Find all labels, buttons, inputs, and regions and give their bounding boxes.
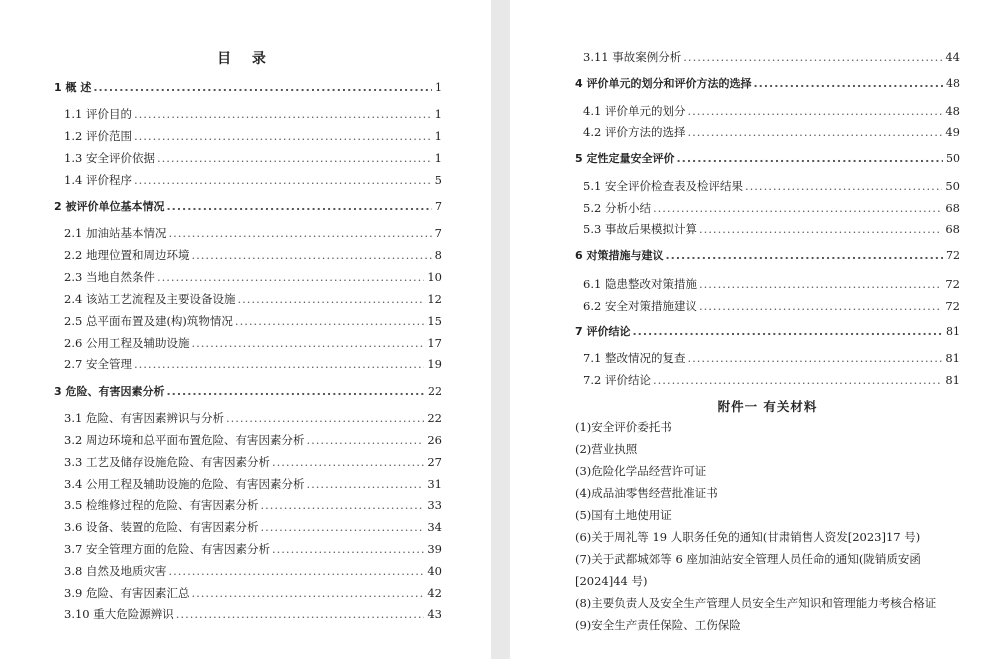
toc-entry[interactable]: 1.2 评价范围 ..... 1 bbox=[64, 128, 442, 144]
toc-entry[interactable]: 2 被评价单位基本情况 ..... 7 bbox=[54, 199, 442, 215]
toc-entry[interactable]: 3.3 工艺及储存设施危险、有害因素分析 ..... 27 bbox=[64, 454, 442, 470]
toc-entry[interactable]: 6.2 安全对策措施建议 ..... 72 bbox=[583, 298, 960, 314]
toc-title: 目 录 bbox=[217, 51, 274, 67]
toc-entry[interactable]: 5 定性定量安全评价 ..... 50 bbox=[575, 151, 960, 167]
toc-entry[interactable]: 7 评价结论 ..... 81 bbox=[575, 324, 960, 340]
appendix-item: (4)成品油零售经营批准证书 bbox=[575, 486, 718, 500]
appendix-item: (1)安全评价委托书 bbox=[575, 420, 672, 434]
toc-entry[interactable]: 1.3 安全评价依据 ..... 1 bbox=[64, 150, 442, 166]
appendix-item: (8)主要负责人及安全生产管理人员安全生产知识和管理能力考核合格证 bbox=[575, 596, 937, 610]
appendix-title: 附件一 有关材料 bbox=[717, 399, 818, 414]
toc-entry[interactable]: 1.1 评价目的 ..... 1 bbox=[64, 106, 442, 122]
toc-entry[interactable]: 7.1 整改情况的复查 ..... 81 bbox=[583, 350, 960, 366]
toc-entry[interactable]: 3.6 设备、装置的危险、有害因素分析 ..... 34 bbox=[64, 519, 442, 535]
toc-entry[interactable]: 3.11 事故案例分析 ..... 44 bbox=[583, 49, 960, 65]
toc-entry[interactable]: 1 概 述 ..... 1 bbox=[54, 80, 442, 96]
toc-entry[interactable]: 2.7 安全管理 ..... 19 bbox=[64, 356, 442, 372]
appendix-item: (7)关于武都城郊等 6 座加油站安全管理人员任命的通知(陇销质安函[2024]44 号) bbox=[575, 552, 921, 588]
toc-entry[interactable]: 3.5 检维修过程的危险、有害因素分析 ..... 33 bbox=[64, 497, 442, 513]
toc-entry[interactable]: 5.1 安全评价检查表及检评结果 ..... 50 bbox=[583, 178, 960, 194]
toc-entry[interactable]: 3.8 自然及地质灾害 ..... 40 bbox=[64, 563, 442, 579]
toc-page-left bbox=[0, 0, 491, 659]
toc-entry[interactable]: 5.2 分析小结 ..... 68 bbox=[583, 200, 960, 216]
toc-entry[interactable]: 7.2 评价结论 ..... 81 bbox=[583, 372, 960, 388]
toc-entry[interactable]: 4 评价单元的划分和评价方法的选择 ..... 48 bbox=[575, 76, 960, 92]
toc-entry[interactable]: 2.3 当地自然条件 ..... 10 bbox=[64, 269, 442, 285]
page-gutter bbox=[491, 0, 510, 659]
toc-entry[interactable]: 3.4 公用工程及辅助设施的危险、有害因素分析 ..... 31 bbox=[64, 476, 442, 492]
appendix-item: (5)国有土地使用证 bbox=[575, 508, 672, 522]
toc-entry[interactable]: 3.7 安全管理方面的危险、有害因素分析 ..... 39 bbox=[64, 541, 442, 557]
toc-entry[interactable]: 3.10 重大危险源辨识 ..... 43 bbox=[64, 606, 442, 622]
toc-entry[interactable]: 4.2 评价方法的选择 ..... 49 bbox=[583, 124, 960, 140]
toc-entry[interactable]: 1.4 评价程序 ..... 5 bbox=[64, 172, 442, 188]
toc-entry[interactable]: 3.1 危险、有害因素辨识与分析 ..... 22 bbox=[64, 410, 442, 426]
toc-entry[interactable]: 2.4 该站工艺流程及主要设备设施 ..... 12 bbox=[64, 291, 442, 307]
toc-entry[interactable]: 3.2 周边环境和总平面布置危险、有害因素分析 ..... 26 bbox=[64, 432, 442, 448]
toc-entry[interactable]: 5.3 事故后果模拟计算 ..... 68 bbox=[583, 221, 960, 237]
toc-entry[interactable]: 2.6 公用工程及辅助设施 ..... 17 bbox=[64, 335, 442, 351]
appendix-item: (3)危险化学品经营许可证 bbox=[575, 464, 707, 478]
toc-entry[interactable]: 2.1 加油站基本情况 ..... 7 bbox=[64, 225, 442, 241]
toc-entry[interactable]: 3.9 危险、有害因素汇总 ..... 42 bbox=[64, 585, 442, 601]
toc-entry[interactable]: 2.5 总平面布置及建(构)筑物情况 ..... 15 bbox=[64, 313, 442, 329]
toc-entry[interactable]: 6.1 隐患整改对策措施 ..... 72 bbox=[583, 276, 960, 292]
appendix-item: (6)关于周礼等 19 人职务任免的通知(甘肃销售人资发[2023]17 号) bbox=[575, 530, 921, 544]
appendix-item: (2)营业执照 bbox=[575, 442, 638, 456]
toc-entry[interactable]: 2.2 地理位置和周边环境 ..... 8 bbox=[64, 247, 442, 263]
toc-entry[interactable]: 3 危险、有害因素分析 ..... 22 bbox=[54, 384, 442, 400]
appendix-item: (9)安全生产责任保险、工伤保险 bbox=[575, 618, 741, 632]
toc-entry[interactable]: 6 对策措施与建议 ..... 72 bbox=[575, 248, 960, 264]
toc-entry[interactable]: 4.1 评价单元的划分 ..... 48 bbox=[583, 103, 960, 119]
